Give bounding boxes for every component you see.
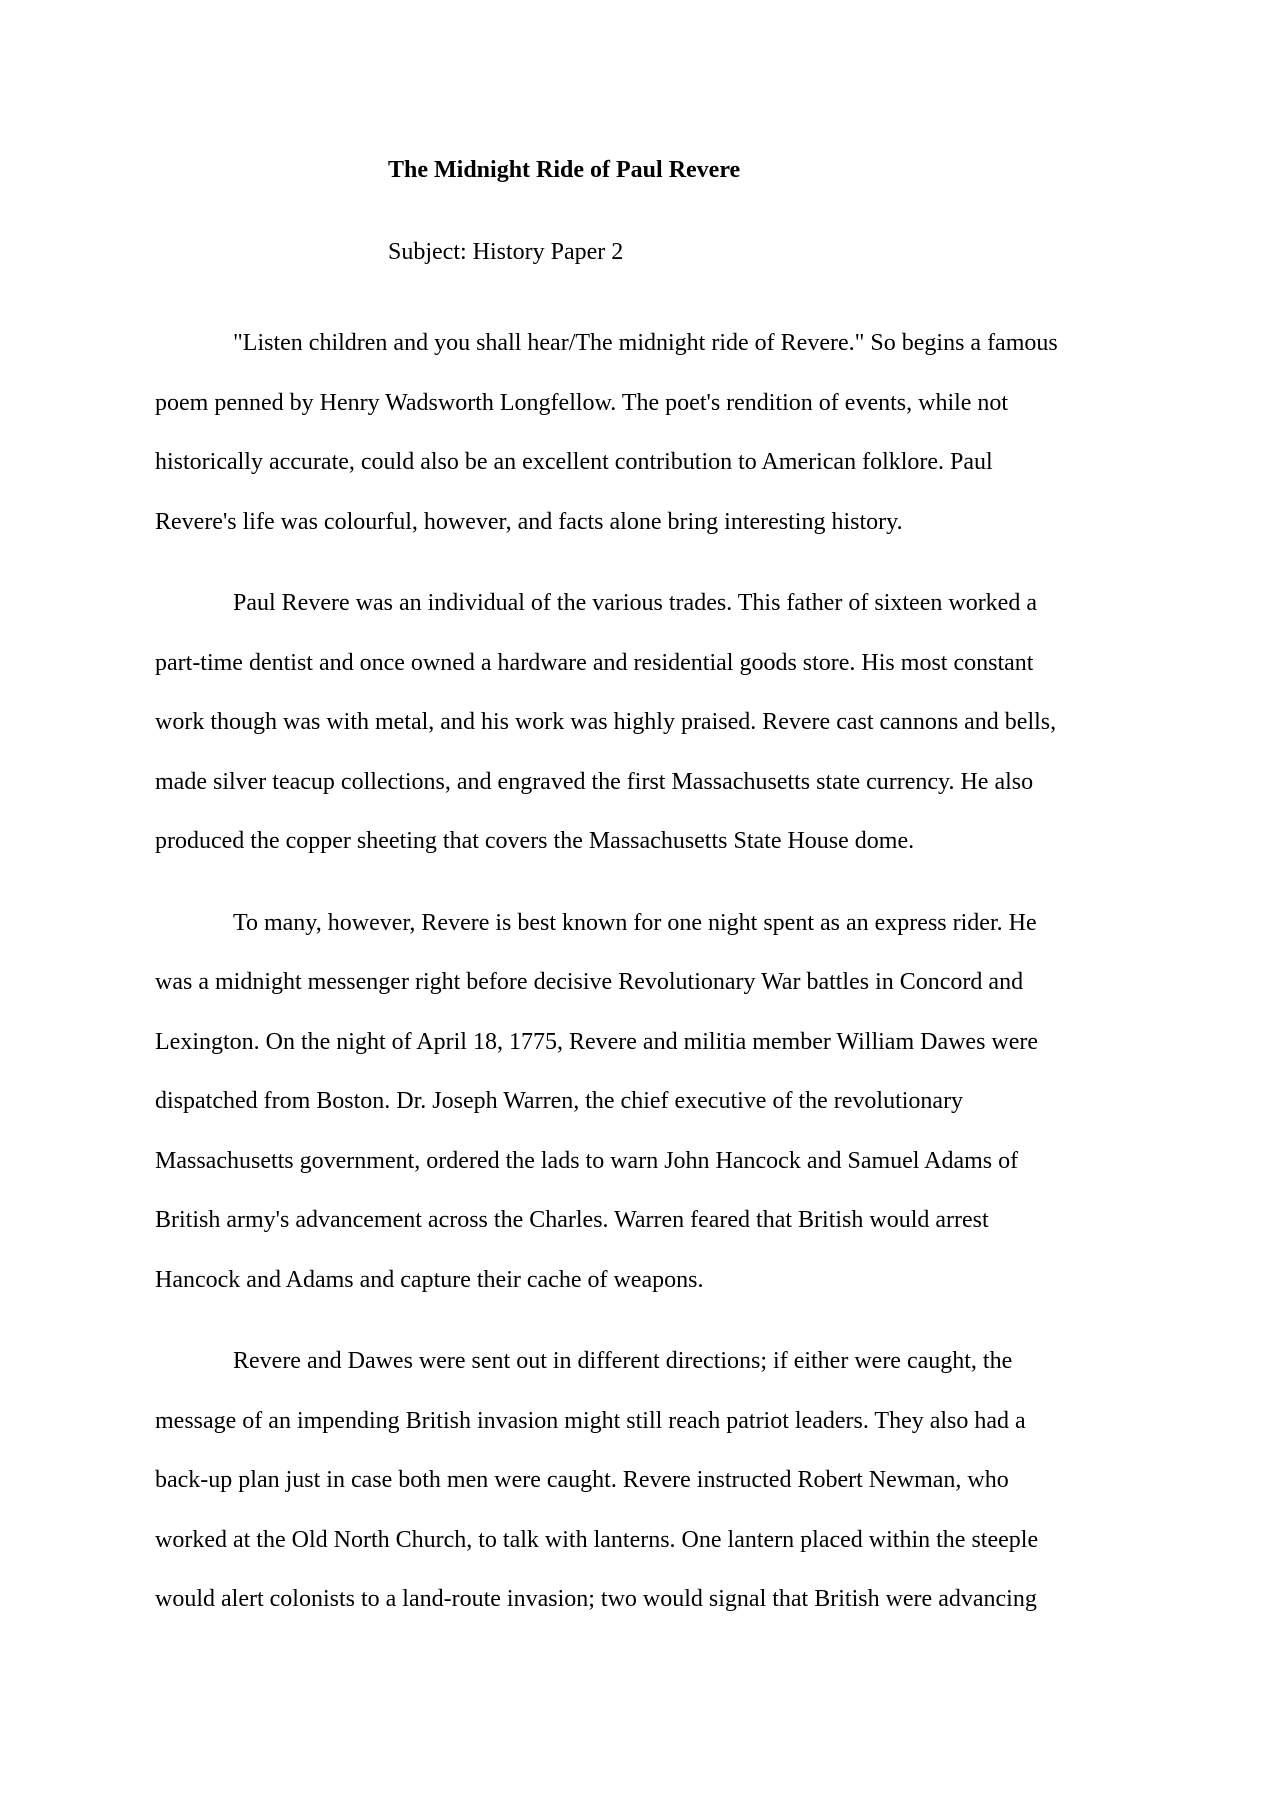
text-line: Revere's life was colourful, however, and facts alone bring interesting history. [155,508,903,535]
text-line: back-up plan just in case both men were caught. Revere instructed Robert Newman, who [155,1467,1009,1493]
text-line: "Listen children and you shall hear/The midnight ride of Revere." So begins a famous [233,330,1058,356]
paragraph-4 [155,1332,1145,1630]
text-line: part-time dentist and once owned a hardware and residential goods store. His most constant [155,649,1034,676]
text-line: message of an impending British invasion might still reach patriot leaders. They also had a [155,1407,1026,1434]
text-line: poem penned by Henry Wadsworth Longfellow. The poet's rendition of events, while not [155,389,1009,416]
text-line: produced the copper sheeting that covers the Massachusetts State House dome. [155,828,915,854]
text-line: worked at the Old North Church, to talk with lanterns. One lantern placed within the steeple [155,1526,1039,1553]
text-line: was a midnight messenger right before decisive Revolutionary War battles in Concord and [155,969,1024,995]
text-line: Revere and Dawes were sent out in different directions; if either were caught, the [233,1348,1013,1374]
text-line: work though was with metal, and his work was highly praised. Revere cast cannons and bells, [155,709,1057,735]
paragraph-2 [155,574,1145,872]
text-line: To many, however, Revere is best known for one night spent as an express rider. He [233,909,1037,936]
document-subject: Subject: History Paper 2 [388,239,624,265]
document-title: The Midnight Ride of Paul Revere [388,157,741,183]
text-line: made silver teacup collections, and engraved the first Massachusetts state currency. He also [155,768,1034,795]
text-line: dispatched from Boston. Dr. Joseph Warren, the chief executive of the revolutionary [155,1088,964,1114]
text-line: Lexington. On the night of April 18, 1775, Revere and militia member William Dawes were [155,1028,1039,1055]
paragraph-3 [155,894,1145,1311]
text-line: Paul Revere was an individual of the various trades. This father of sixteen worked a [233,590,1037,616]
document-body [155,314,1145,1652]
text-line: would alert colonists to a land-route invasion; two would signal that British were advancing [155,1586,1037,1612]
text-line: historically accurate, could also be an excellent contribution to American folklore. Paul [155,449,993,475]
text-line: Massachusetts government, ordered the lads to warn John Hancock and Samuel Adams of [155,1147,1019,1174]
text-line: British army's advancement across the Charles. Warren feared that British would arrest [155,1207,989,1233]
paragraph-1 [155,314,1145,552]
text-line: Hancock and Adams and capture their cache of weapons. [155,1266,704,1293]
